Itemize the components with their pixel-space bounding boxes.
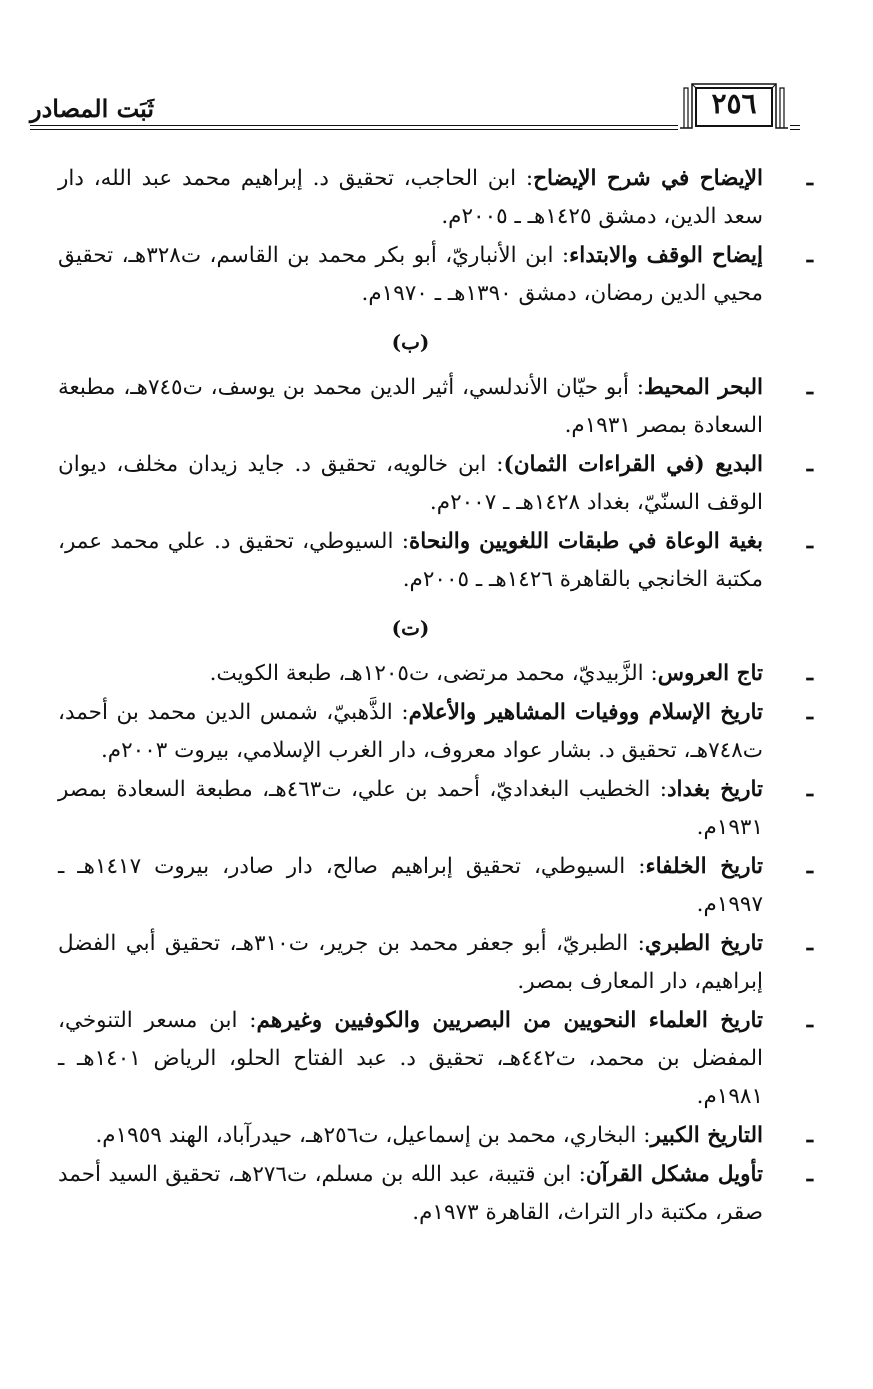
entry-text	[58, 694, 763, 770]
bibliography-entry	[58, 160, 813, 236]
entry-title: تأويل مشكل القرآن	[585, 1162, 763, 1187]
dash-bullet-icon: ـ	[806, 243, 813, 268]
dash-bullet-icon: ـ	[806, 777, 813, 802]
entry-title: بغية الوعاة في طبقات اللغويين والنحاة	[409, 529, 763, 554]
entry-text	[58, 655, 763, 693]
bibliography-entry	[58, 925, 813, 1001]
bibliography-entry	[58, 655, 813, 693]
entry-title: تاريخ بغداد	[666, 777, 763, 802]
bibliography-entry	[58, 446, 813, 522]
dash-bullet-icon: ـ	[806, 1162, 813, 1187]
entry-title: تاريخ الإسلام ووفيات المشاهير والأعلام	[408, 700, 763, 725]
bibliography-entry	[58, 1117, 813, 1155]
page-header	[30, 78, 800, 138]
entry-text	[58, 160, 763, 236]
dash-bullet-icon: ـ	[806, 375, 813, 400]
dash-bullet-icon: ـ	[806, 529, 813, 554]
entry-text	[58, 237, 763, 313]
bibliography-list	[58, 160, 813, 1233]
entry-details: : ابن قتيبة، عبد الله بن مسلم، ت٢٧٦هـ، تحقيق السيد أحمد صقر، مكتبة دار التراث، القاهرة ١٩٧٣م.	[58, 1162, 763, 1225]
entry-title: إيضاح الوقف والابتداء	[569, 243, 763, 268]
entry-title: تاريخ الخلفاء	[645, 854, 763, 879]
entry-details: : ابن الأنباريّ، أبو بكر محمد بن القاسم، ت٣٢٨هـ، تحقيق محيي الدين رمضان، دمشق ١٣٩٠هـ ـ ١٩٧٠م.	[58, 243, 763, 306]
page-number: ٢٥٦	[711, 87, 757, 120]
entry-title: تاريخ العلماء النحويين من البصريين والكوفيين وغيرهم	[256, 1008, 764, 1033]
entry-title: الإيضاح في شرح الإيضاح	[533, 166, 763, 191]
dash-bullet-icon: ـ	[806, 854, 813, 879]
entry-text	[58, 1002, 763, 1116]
dash-bullet-icon: ـ	[806, 1008, 813, 1033]
dash-bullet-icon: ـ	[806, 1123, 813, 1148]
entry-details: : ابن خالويه، تحقيق د. جايد زيدان مخلف، ديوان الوقف السنّيّ، بغداد ١٤٢٨هـ ـ ٢٠٠٧م.	[58, 452, 763, 515]
running-title: ثَبَت المصادر	[30, 94, 155, 123]
entry-text	[58, 771, 763, 847]
entry-text	[58, 369, 763, 445]
entry-details: : ابن الحاجب، تحقيق د. إبراهيم محمد عبد الله، دار سعد الدين، دمشق ١٤٢٥هـ ـ ٢٠٠٥م.	[58, 166, 763, 229]
entry-title: البحر المحيط	[644, 375, 764, 400]
entry-details: : الخطيب البغداديّ، أحمد بن علي، ت٤٦٣هـ، مطبعة السعادة بمصر ١٩٣١م.	[58, 777, 763, 840]
entry-details: : الذَّهبيّ، شمس الدين محمد بن أحمد، ت٧٤٨هـ، تحقيق د. بشار عواد معروف، دار الغرب الإسلامي، بيروت ٢٠٠٣م.	[58, 700, 763, 763]
entry-title: البديع (في القراءات الثمان)	[503, 452, 763, 477]
bibliography-entry	[58, 369, 813, 445]
entry-title: التاريخ الكبير	[650, 1123, 763, 1148]
bibliography-entry	[58, 694, 813, 770]
entry-details: : الزَّبيديّ، محمد مرتضى، ت١٢٠٥هـ، طبعة الكويت.	[209, 661, 658, 686]
entry-text	[58, 446, 763, 522]
entry-details: : أبو حيّان الأندلسي، أثير الدين محمد بن يوسف، ت٧٤٥هـ، مطبعة السعادة بمصر ١٩٣١م.	[58, 375, 763, 438]
bibliography-entry	[58, 848, 813, 924]
bibliography-entry	[58, 1002, 813, 1116]
entry-text	[58, 925, 763, 1001]
dash-bullet-icon: ـ	[806, 166, 813, 191]
bibliography-entry	[58, 523, 813, 599]
bibliography-entry	[58, 237, 813, 313]
entry-text	[58, 848, 763, 924]
page-number-frame	[678, 80, 790, 130]
entry-text	[58, 1156, 763, 1232]
entry-details: : البخاري، محمد بن إسماعيل، ت٢٥٦هـ، حيدرآباد، الهند ١٩٥٩م.	[95, 1123, 651, 1148]
entry-text	[58, 523, 763, 599]
dash-bullet-icon: ـ	[806, 452, 813, 477]
bibliography-entry	[58, 1156, 813, 1232]
dash-bullet-icon: ـ	[806, 931, 813, 956]
section-letter-heading: (ت)	[391, 616, 430, 640]
entry-title: تاريخ الطبري	[644, 931, 763, 956]
entry-details: : ابن مسعر التنوخي، المفضل بن محمد، ت٤٤٢هـ، تحقيق د. عبد الفتاح الحلو، الرياض ١٤٠١هـ ـ ١٩٨١م.	[58, 1008, 763, 1109]
entry-title: تاج العروس	[657, 661, 763, 686]
entry-details: : السيوطي، تحقيق إبراهيم صالح، دار صادر، بيروت ١٤١٧هـ ـ ١٩٩٧م.	[58, 854, 763, 917]
dash-bullet-icon: ـ	[806, 700, 813, 725]
bibliography-entry	[58, 771, 813, 847]
entry-text	[58, 1117, 763, 1155]
entry-details: : السيوطي، تحقيق د. علي محمد عمر، مكتبة الخانجي بالقاهرة ١٤٢٦هـ ـ ٢٠٠٥م.	[58, 529, 763, 592]
section-letter-heading: (ب)	[391, 330, 430, 354]
dash-bullet-icon: ـ	[806, 661, 813, 686]
entry-details: : الطبريّ، أبو جعفر محمد بن جرير، ت٣١٠هـ، تحقيق أبي الفضل إبراهيم، دار المعارف بمصر.	[58, 931, 763, 994]
